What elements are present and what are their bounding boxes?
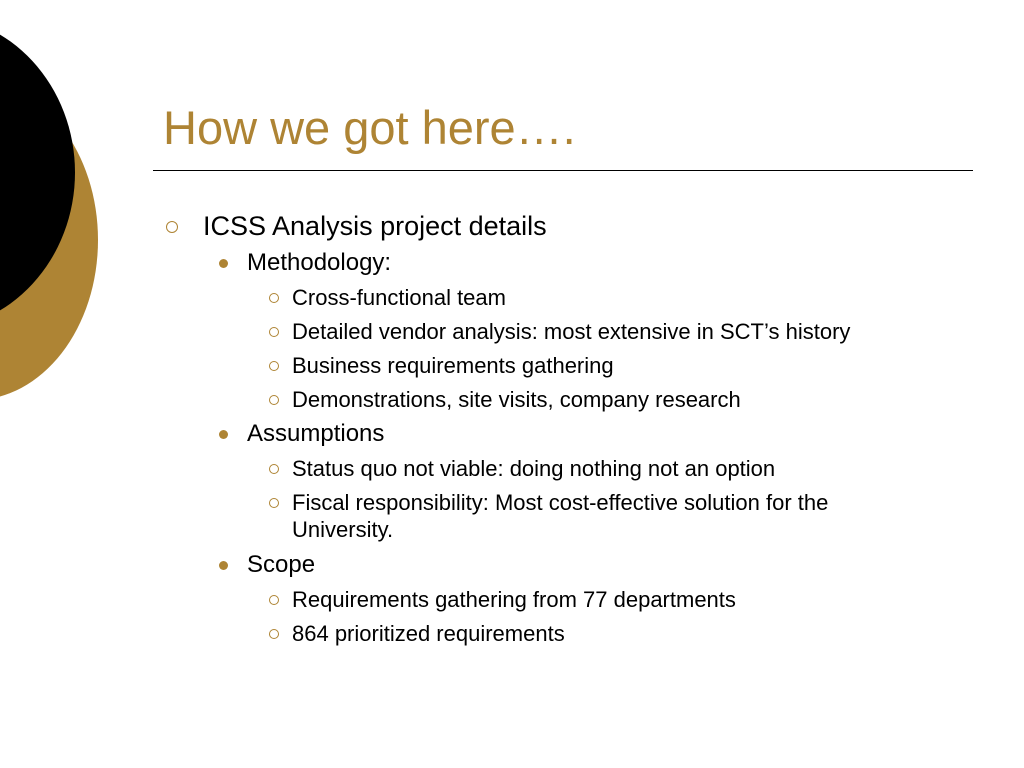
hollow-circle-bullet-icon bbox=[269, 464, 279, 474]
bullet-text: Detailed vendor analysis: most extensive in SCT’s history bbox=[292, 319, 851, 344]
hollow-circle-bullet-icon bbox=[269, 595, 279, 605]
hollow-circle-bullet-icon bbox=[269, 293, 279, 303]
bullet-text: Scope bbox=[247, 551, 316, 578]
bullet-text: Assumptions bbox=[247, 420, 385, 447]
bullet-fiscal-responsibility-continued bbox=[292, 516, 393, 543]
hollow-circle-bullet-icon bbox=[269, 361, 279, 371]
slide-title: How we got here…. bbox=[163, 101, 576, 154]
bullet-text: Cross-functional team bbox=[292, 285, 506, 310]
bullet-requirements-gathering-77 bbox=[292, 586, 736, 613]
bullet-assumptions bbox=[247, 420, 384, 448]
bullet-text: University. bbox=[292, 517, 394, 542]
bullet-text: Fiscal responsibility: Most cost-effective solution for the bbox=[292, 490, 829, 515]
bullet-business-requirements bbox=[292, 352, 614, 379]
bullet-864-prioritized bbox=[292, 620, 565, 647]
hollow-circle-bullet-icon bbox=[269, 629, 279, 639]
bullet-status-quo bbox=[292, 455, 775, 482]
filled-dot-bullet-icon bbox=[219, 259, 228, 268]
filled-dot-bullet-icon bbox=[219, 561, 228, 570]
bullet-text: Requirements gathering from 77 departments bbox=[292, 587, 736, 612]
bullet-text: Status quo not viable: doing nothing not an option bbox=[292, 456, 776, 481]
bullet-methodology bbox=[247, 249, 391, 277]
bullet-text: ICSS Analysis project details bbox=[203, 211, 547, 241]
bullet-fiscal-responsibility bbox=[292, 489, 828, 516]
bullet-text: Demonstrations, site visits, company research bbox=[292, 387, 741, 412]
hollow-circle-bullet-icon bbox=[166, 221, 178, 233]
hollow-circle-bullet-icon bbox=[269, 498, 279, 508]
bullet-cross-functional-team bbox=[292, 284, 506, 311]
bullet-text: 864 prioritized requirements bbox=[292, 621, 565, 646]
hollow-circle-bullet-icon bbox=[269, 395, 279, 405]
bullet-text: Business requirements gathering bbox=[292, 353, 614, 378]
bullet-detailed-vendor-analysis bbox=[292, 318, 850, 345]
hollow-circle-bullet-icon bbox=[269, 327, 279, 337]
filled-dot-bullet-icon bbox=[219, 430, 228, 439]
bullet-scope bbox=[247, 551, 315, 579]
bullet-text: Methodology: bbox=[247, 249, 392, 276]
bullet-demonstrations bbox=[292, 386, 741, 413]
bullet-icss-analysis bbox=[203, 210, 547, 242]
